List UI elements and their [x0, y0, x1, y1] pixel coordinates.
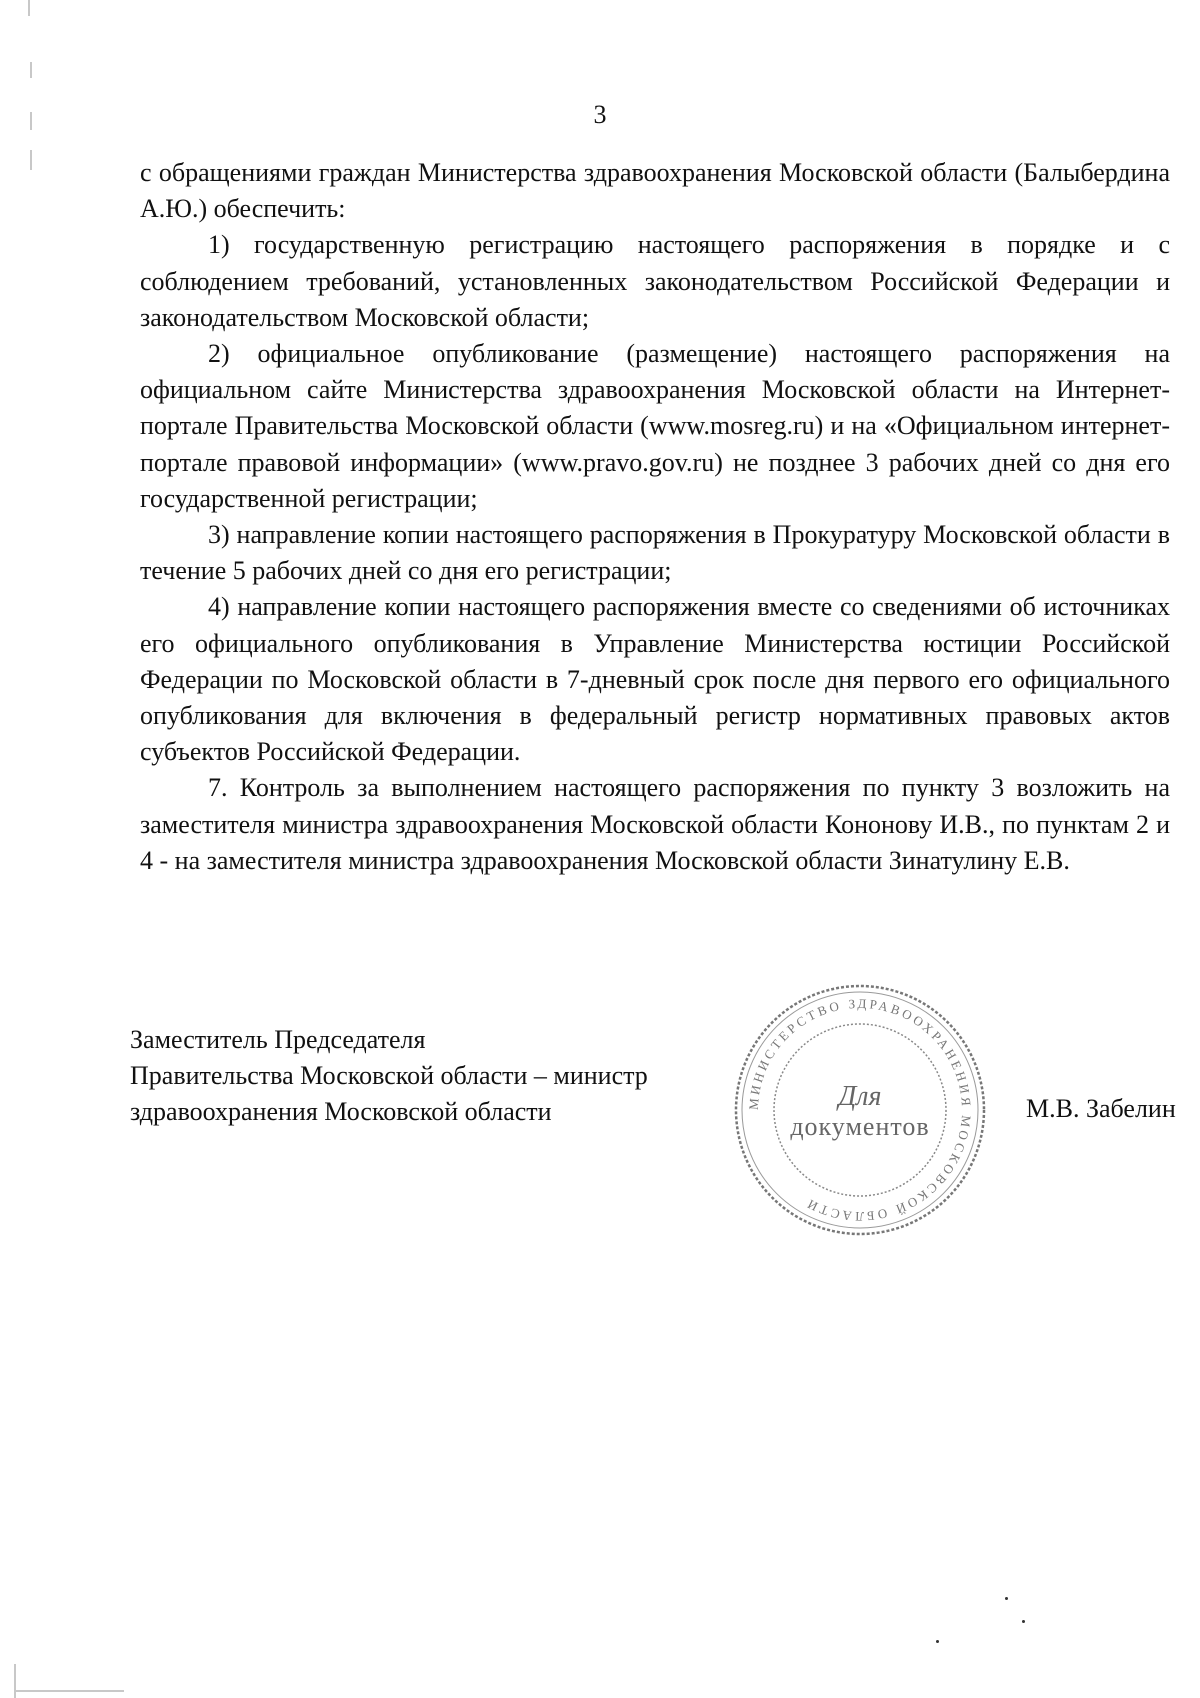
stamp-ring-text: МИНИСТЕРСТВО ЗДРАВООХРАНЕНИЯ МОСКОВСКОЙ ОБЛАСТИ — [745, 995, 975, 1225]
stamp-center-text: Для — [838, 1081, 882, 1112]
body-paragraph: 3) направление копии настоящего распоряжения в Прокуратуру Московской области в течение 5 рабочих дней со дня его регистрации; — [140, 520, 1170, 586]
scan-speck — [1022, 1620, 1025, 1623]
scan-edge-mark — [30, 62, 32, 78]
body-paragraph: 2) официальное опубликование (размещение) настоящего распоряжения на официальном сайте Министерства здравоохранения Московской области на Интернет-портале Правительства Московской области (www.mosreg.ru) и на «Официальном интернет-портале правовой информации» (www.pravo.gov.ru) не позднее 3 рабочих дней со дня его государственной регистрации; — [140, 339, 1170, 513]
scan-edge-mark — [30, 150, 32, 170]
scan-edge-mark — [14, 1690, 124, 1692]
signature-title-line: здравоохранения Московской области — [130, 1097, 552, 1126]
page-number: 3 — [593, 100, 607, 129]
signature-title — [130, 1022, 648, 1130]
stamp-seal-icon — [730, 980, 990, 1240]
scan-edge-mark — [28, 0, 30, 16]
body-paragraph: с обращениями граждан Министерства здравоохранения Московской области (Балыбердина А.Ю.) обеспечить: — [140, 158, 1170, 224]
stamp-center-text: документов — [790, 1112, 930, 1141]
scan-edge-mark — [14, 1664, 16, 1698]
document-body — [140, 155, 1170, 879]
body-paragraph: 1) государственную регистрацию настоящего распоряжения в порядке и с соблюдением требований, установленных законодательством Российской Федерации и законодательством Московской области; — [140, 230, 1170, 332]
signer-name: М.В. Забелин — [1026, 1094, 1176, 1123]
scan-speck — [1005, 1597, 1008, 1600]
body-paragraph: 7. Контроль за выполнением настоящего распоряжения по пункту 3 возложить на заместителя министра здравоохранения Московской области Кононову И.В., по пунктам 2 и 4 - на заместителя министра здравоохранения Московской области Зинатулину Е.В. — [140, 773, 1170, 875]
scan-speck — [936, 1640, 939, 1643]
signature-title-line: Правительства Московской области – министр — [130, 1061, 648, 1090]
body-paragraph: 4) направление копии настоящего распоряжения вместе со сведениями об источниках его официального опубликования в Управление Министерства юстиции Российской Федерации по Московской области в 7-дневный срок после дня первого его официального опубликования для включения в федеральный регистр нормативных правовых актов субъектов Российской Федерации. — [140, 592, 1170, 767]
official-stamp — [730, 980, 990, 1240]
signature-title-line: Заместитель Председателя — [130, 1025, 426, 1054]
